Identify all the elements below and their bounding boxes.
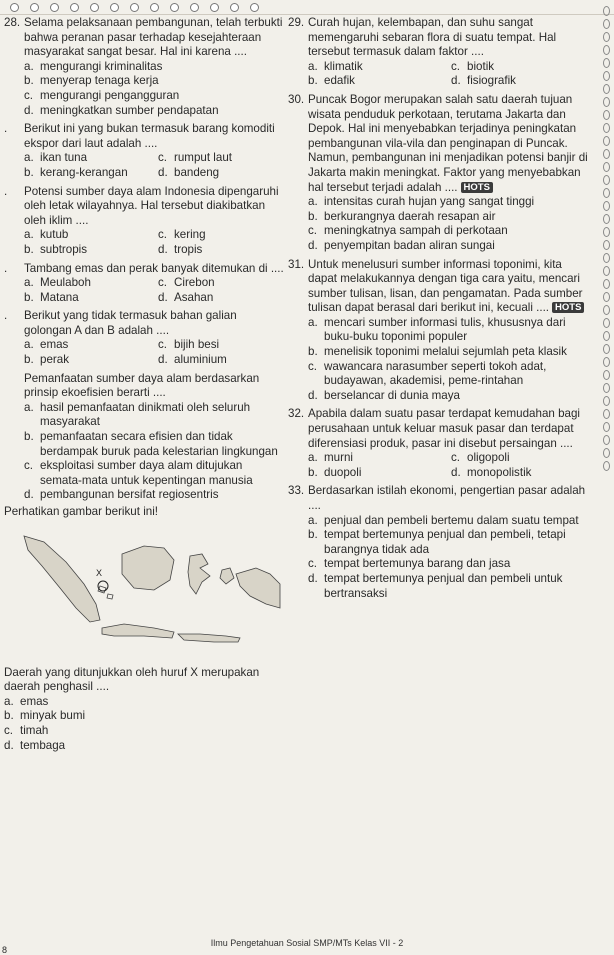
binding-ring [50,3,59,12]
option-letter: b. [24,290,34,304]
option-d[interactable] [451,74,588,89]
binding-ring [603,318,610,328]
option-letter: c. [451,59,461,73]
question-potensi [4,185,286,258]
option-text: timah [20,723,49,737]
question-daerah-x [4,666,286,754]
option-letter: a. [24,59,34,73]
question-number: 28. [4,16,21,29]
map-instruction: Perhatikan gambar berikut ini! [4,505,159,518]
question-stem: Berikut yang tidak termasuk bahan galian golongan A dan B adalah .... [24,309,237,337]
option-letter: b. [308,345,318,359]
option-letter: b. [24,74,34,88]
option-text: meningkatkan sumber pendapatan [40,103,219,117]
option-letter: c. [451,451,461,465]
option-text: Asahan [174,290,214,304]
option-letter: c. [158,151,168,165]
option-letter: d. [308,238,318,252]
option-d[interactable] [4,739,286,754]
option-text: kering [174,228,206,242]
option-text: intensitas curah hujan yang sangat tinggi [324,195,535,209]
option-letter: d. [158,353,168,367]
right-column [288,12,588,601]
question-stem: Selama pelaksanaan pembangunan, telah terbukti bahwa peranan pasar terhadap kesejahteraan masyarakat sangat besar. Hal ini karena .... [24,16,283,59]
option-text: pembangunan bersifat regiosentris [40,488,219,502]
option-b[interactable] [24,243,152,258]
binding-ring [210,3,219,12]
question-30 [288,93,588,254]
option-text: berkurangnya daerah resapan air [324,209,496,223]
option-a[interactable] [24,338,152,353]
option-letter: d. [308,388,318,402]
question-tambang [4,262,286,306]
map-borneo [122,546,174,590]
option-letter: a. [24,228,34,242]
option-text: menyerap tenaga kerja [40,74,159,88]
map-maluku [220,568,234,584]
options [308,60,588,89]
option-letter: c. [24,88,34,102]
binding-ring [150,3,159,12]
option-text: perak [40,353,70,367]
option-c[interactable] [24,89,286,104]
binding-ring [603,383,610,393]
option-text: berselancar di dunia maya [324,388,460,402]
option-text: subtropis [40,242,88,256]
question-number [4,372,24,503]
binding-ring [603,45,610,55]
question-stem [308,93,588,195]
binding-ring [603,344,610,354]
option-letter: b. [308,465,318,479]
option-letter: a. [308,451,318,465]
option-text: Cirebon [174,276,215,290]
binding-ring [130,3,139,12]
left-column [4,12,286,753]
option-letter: d. [308,571,318,585]
binding-ring [250,3,259,12]
binding-ring [603,240,610,250]
option-text: Meulaboh [40,276,91,290]
option-text: mencari sumber informasi tulis, khususnya dari buku-buku toponimi populer [324,315,566,344]
option-letter: a. [308,195,318,209]
option-d[interactable] [158,166,286,181]
question-stem: Berikut ini yang bukan termasuk barang komoditi ekspor dari laut adalah .... [24,122,275,150]
binding-ring [603,84,610,94]
binding-ring [603,149,610,159]
binding-ring [90,3,99,12]
option-d[interactable] [308,389,588,404]
binding-ring [603,279,610,289]
option-text: tempat bertemunya penjual dan pembeli untuk bertransaksi [324,571,563,600]
binding-ring [603,123,610,133]
options [24,338,286,367]
binding-ring [603,422,610,432]
option-a[interactable] [308,195,588,210]
question-number: 30. [288,92,305,106]
option-b[interactable] [24,430,286,459]
option-letter: a. [4,694,14,708]
map-papua [236,568,280,608]
question-ekspor [4,122,286,180]
binding-ring [603,227,610,237]
page-footer: Ilmu Pengetahuan Sosial SMP/MTs Kelas VII - 2 [210,938,404,948]
options [24,276,286,305]
map-sulawesi [188,554,210,594]
option-c[interactable] [451,60,588,75]
option-text: ikan tuna [40,151,88,165]
question-number: . [4,261,8,275]
option-letter: b. [308,209,318,223]
binding-ring [603,201,610,211]
binding-ring [603,71,610,81]
option-letter: a. [24,338,34,352]
option-text: emas [20,694,49,708]
binding-ring [170,3,179,12]
option-text: emas [40,338,69,352]
option-text: penjual dan pembeli bertemu dalam suatu tempat [324,513,579,527]
question-31 [288,258,588,404]
question-stem: Pemanfaatan sumber daya alam berdasarkan prinsip ekoefisien berarti .... [24,371,260,400]
option-d[interactable] [451,466,588,481]
question-29 [288,16,588,89]
hots-badge: HOTS [552,302,584,313]
option-c[interactable] [158,151,286,166]
question-ekoefisien [4,372,286,503]
option-a[interactable] [24,401,286,430]
option-text: tembaga [20,738,66,752]
option-text: biotik [467,59,495,73]
option-letter: c. [308,359,318,373]
option-letter: d. [158,290,168,304]
map-marker-circle [98,581,108,591]
option-letter: b. [308,528,318,542]
option-b[interactable] [24,353,152,368]
binding-ring [603,32,610,42]
option-letter: c. [158,338,168,352]
page-number: 8 [2,945,8,955]
binding-ring [603,188,610,198]
options [24,228,286,257]
options [308,195,588,253]
option-letter: b. [24,242,34,256]
binding-ring [603,136,610,146]
right-binding-rings [596,0,614,954]
option-letter: a. [308,315,318,329]
option-b[interactable] [308,74,445,89]
binding-ring [603,435,610,445]
option-letter: b. [24,165,34,179]
option-text: Matana [40,290,79,304]
question-number: . [4,184,8,198]
option-a[interactable] [308,514,588,529]
question-number: . [4,122,8,136]
indonesia-map-illustration [4,524,282,662]
option-c[interactable] [24,459,286,488]
question-stem: Daerah yang ditunjukkan oleh huruf X merupakan daerah penghasil .... [4,665,260,694]
binding-ring [110,3,119,12]
option-c[interactable] [308,557,588,572]
options [308,514,588,602]
options [24,60,286,118]
option-b[interactable] [308,466,445,481]
question-stem-text: Untuk menelusuri sumber informasi toponimi, kita dapat melakukannya dengan tiga cara yaitu, mencari sumber tulisan, lisan, dan pengamatan. Pada sumber tulisan dapat berasal dari berikut ini, kecuali .... [308,257,583,315]
option-a[interactable] [24,60,286,75]
option-text: aluminium [174,353,227,367]
option-text: hasil pemanfaatan dinikmati oleh seluruh masyarakat [40,400,251,429]
options [308,451,588,480]
option-letter: a. [308,513,318,527]
binding-ring [603,409,610,419]
option-letter: b. [24,430,34,444]
question-galian [4,309,286,367]
option-text: menelisik toponimi melalui sejumlah peta klasik [324,345,567,359]
binding-ring [603,292,610,302]
option-letter: a. [24,400,34,414]
option-a[interactable] [24,151,152,166]
option-letter: d. [451,465,461,479]
binding-ring [603,162,610,172]
option-a[interactable] [308,60,445,75]
option-d[interactable] [158,353,286,368]
option-a[interactable] [308,451,445,466]
options [308,316,588,404]
option-d[interactable] [158,291,286,306]
map-belitung-island [107,594,113,599]
question-stem [308,258,588,316]
option-text: tempat bertemunya barang dan jasa [324,557,511,571]
option-letter: b. [4,709,14,723]
option-text: kutub [40,228,69,242]
option-c[interactable] [158,276,286,291]
binding-ring [603,58,610,68]
option-text: meningkatnya sampah di perkotaan [324,224,508,238]
option-d[interactable] [158,243,286,258]
binding-ring [603,357,610,367]
binding-ring [190,3,199,12]
option-text: murni [324,451,353,465]
option-text: tropis [174,242,203,256]
option-b[interactable] [308,210,588,225]
binding-ring [603,97,610,107]
option-c[interactable] [451,451,588,466]
option-letter: d. [158,165,168,179]
option-b[interactable] [4,709,286,724]
option-text: monopolistik [467,465,532,479]
option-text: oligopoli [467,451,510,465]
option-d[interactable] [24,488,286,503]
option-a[interactable] [308,316,588,345]
options [4,695,286,753]
binding-ring [603,331,610,341]
binding-ring [603,214,610,224]
binding-ring [603,6,610,16]
option-letter: d. [158,242,168,256]
option-d[interactable] [24,104,286,119]
question-32 [288,407,588,480]
question-stem: Berdasarkan istilah ekonomi, pengertian pasar adalah .... [308,484,586,512]
binding-ring [10,3,19,12]
binding-ring [603,266,610,276]
option-d[interactable] [308,572,588,601]
hots-badge: HOTS [461,182,493,193]
option-b[interactable] [24,74,286,89]
option-letter: a. [308,59,318,73]
option-c[interactable] [4,724,286,739]
option-text: klimatik [324,59,363,73]
option-letter: c. [158,228,168,242]
option-letter: d. [451,74,461,88]
binding-ring [603,448,610,458]
question-number: 29. [288,16,305,29]
option-letter: b. [308,74,318,88]
binding-ring [603,370,610,380]
question-stem: Potensi sumber daya alam Indonesia dipengaruhi oleh letak wilayahnya. Hal tersebut diakibatkan oleh iklim .... [24,184,279,227]
option-text: bandeng [174,165,220,179]
map-marker-x: X [96,567,103,578]
option-text: wawancara narasumber seperti tokoh adat, budayawan, akademisi, peme-rintahan [324,359,547,388]
option-text: pemanfaatan secara efisien dan tidak berdampak buruk pada kelestarian lingkungan [40,430,278,458]
binding-ring [603,110,610,120]
binding-ring [603,461,610,471]
option-a[interactable] [24,228,152,243]
option-text: mengurangi kriminalitas [40,59,163,73]
option-d[interactable] [308,239,588,254]
question-number: 31. [288,257,305,271]
option-letter: c. [308,557,318,571]
option-c[interactable] [158,228,286,243]
question-stem-text: Puncak Bogor merupakan salah satu daerah tujuan wisata penduduk perkotaan, terutama Jakarta dan Depok. Hal ini menyebabkan terjadinya peningkatan pembangunan vila-vila dan penginapan di Puncak. Namun, pembangunan ini menjadikan potensi banjir di Jakarta makin meningkat. Faktor yang menyebabkan hal tersebut terjadi adalah .... [308,92,588,194]
binding-ring [603,19,610,29]
option-letter: c. [158,276,168,290]
question-stem: Apabila dalam suatu pasar terdapat kemudahan bagi perusahaan untuk keluar masuk pasar dan terdapat diferensiasi produk, pasar ini disebut persaingan .... [308,407,580,450]
option-text: rumput laut [174,151,232,165]
option-letter: b. [24,353,34,367]
indonesia-map [4,524,282,662]
binding-ring [30,3,39,12]
option-letter: d. [4,738,14,752]
option-b[interactable] [308,345,588,360]
option-letter: c. [24,459,34,473]
option-text: duopoli [324,465,362,479]
option-text: fisiografik [467,74,516,88]
option-text: eksploitasi sumber daya alam ditujukan semata-mata untuk kepentingan manusia [40,459,253,487]
options [24,401,286,503]
option-text: edafik [324,74,355,88]
option-letter: d. [24,103,34,117]
option-text: penyempitan badan aliran sungai [324,238,495,252]
map-nusa-tenggara [178,634,240,642]
question-28 [4,16,286,118]
option-c[interactable] [158,338,286,353]
option-text: tempat bertemunya penjual dan pembeli, tetapi barangnya tidak ada [324,528,566,556]
binding-ring [603,253,610,263]
option-letter: c. [308,224,318,238]
question-number: 33. [288,484,305,498]
question-number: 32. [288,407,305,421]
option-text: kerang-kerangan [40,165,128,179]
option-text: mengurangi pengangguran [40,88,180,102]
option-a[interactable] [24,276,152,291]
option-c[interactable] [308,360,588,389]
option-c[interactable] [308,224,588,239]
question-stem: Curah hujan, kelembapan, dan suhu sangat memengaruhi sebaran flora di suatu tempat. Hal tersebut termasuk dalam faktor .... [308,16,557,59]
binding-ring [603,175,610,185]
option-text: minyak bumi [20,709,86,723]
options [24,151,286,180]
binding-ring [603,305,610,315]
binding-ring [603,396,610,406]
option-text: bijih besi [174,338,220,352]
option-letter: a. [24,276,34,290]
question-number: . [4,309,8,323]
map-sumatra [24,536,103,622]
option-letter: d. [24,488,34,502]
map-java [102,624,174,638]
option-a[interactable] [4,695,286,710]
question-33 [288,484,588,601]
option-b[interactable] [24,166,152,181]
binding-ring [70,3,79,12]
option-letter: a. [24,151,34,165]
option-b[interactable] [308,528,588,557]
question-stem: Tambang emas dan perak banyak ditemukan di .... [24,261,284,275]
binding-ring [230,3,239,12]
option-b[interactable] [24,291,152,306]
option-letter: c. [4,723,14,737]
